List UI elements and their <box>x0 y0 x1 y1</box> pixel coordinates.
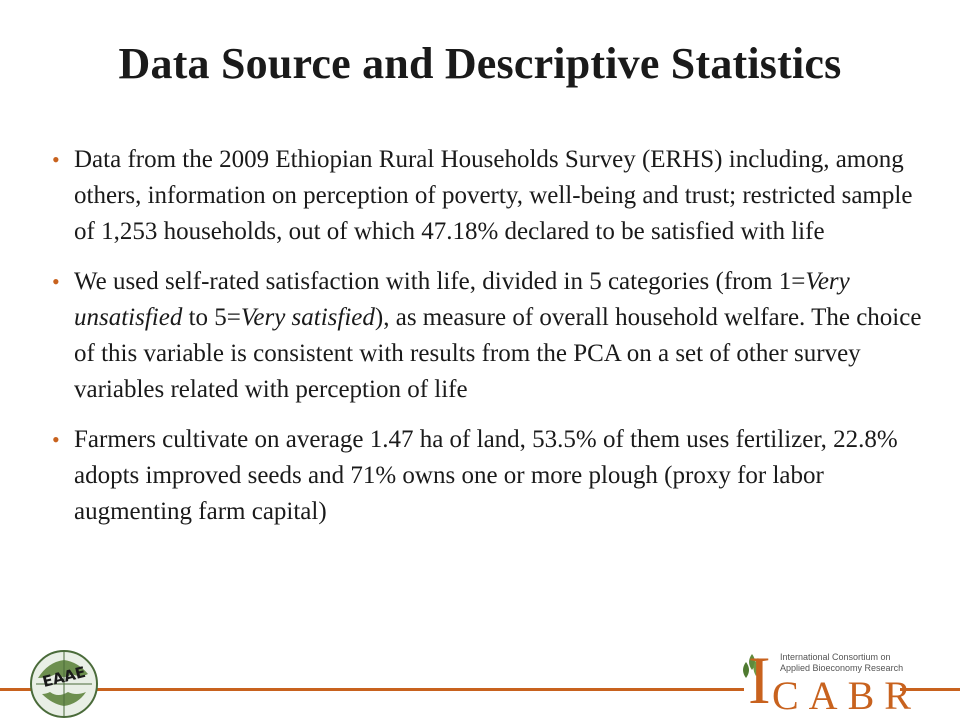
bullet-item <box>52 142 922 250</box>
slide-title: Data Source and Descriptive Statistics <box>118 39 842 88</box>
icabr-logo-letters: CABR <box>772 673 921 718</box>
eaae-logo-text: EAAE <box>40 662 88 692</box>
bullet-item <box>52 264 922 408</box>
bullet-dot-icon: • <box>52 269 60 294</box>
footer-line-middle <box>96 688 744 691</box>
bullet-text: We used self-rated satisfaction with life, divided in 5 categories (from 1=Very unsatisfied to 5=Very satisfied), as measure of overall household welfare. The choice of this variable is consistent with results from the PCA on a set of other survey variables related with perception of life <box>74 268 922 403</box>
icabr-logo-initial: I <box>748 642 771 718</box>
emphasis-text: Very satisfied <box>240 304 375 331</box>
bullet-item <box>52 422 922 530</box>
bullet-dot-icon: • <box>52 147 60 172</box>
emphasis-text: Very unsatisfied <box>74 268 850 331</box>
icabr-logo-subtitle: International Consortium on Applied Bioeconomy Research <box>780 652 904 673</box>
bullet-text: Farmers cultivate on average 1.47 ha of land, 53.5% of them uses fertilizer, 22.8% adopts improved seeds and 71% owns one or more plough (proxy for labor augmenting farm capital) <box>74 426 898 525</box>
bullet-dot-icon: • <box>52 427 60 452</box>
bullet-text: Data from the 2009 Ethiopian Rural Households Survey (ERHS) including, among others, information on perception of poverty, well-being and trust; restricted sample of 1,253 households, out of which 47.18% declared to be satisfied with life <box>74 146 913 245</box>
bullet-list <box>52 142 922 544</box>
